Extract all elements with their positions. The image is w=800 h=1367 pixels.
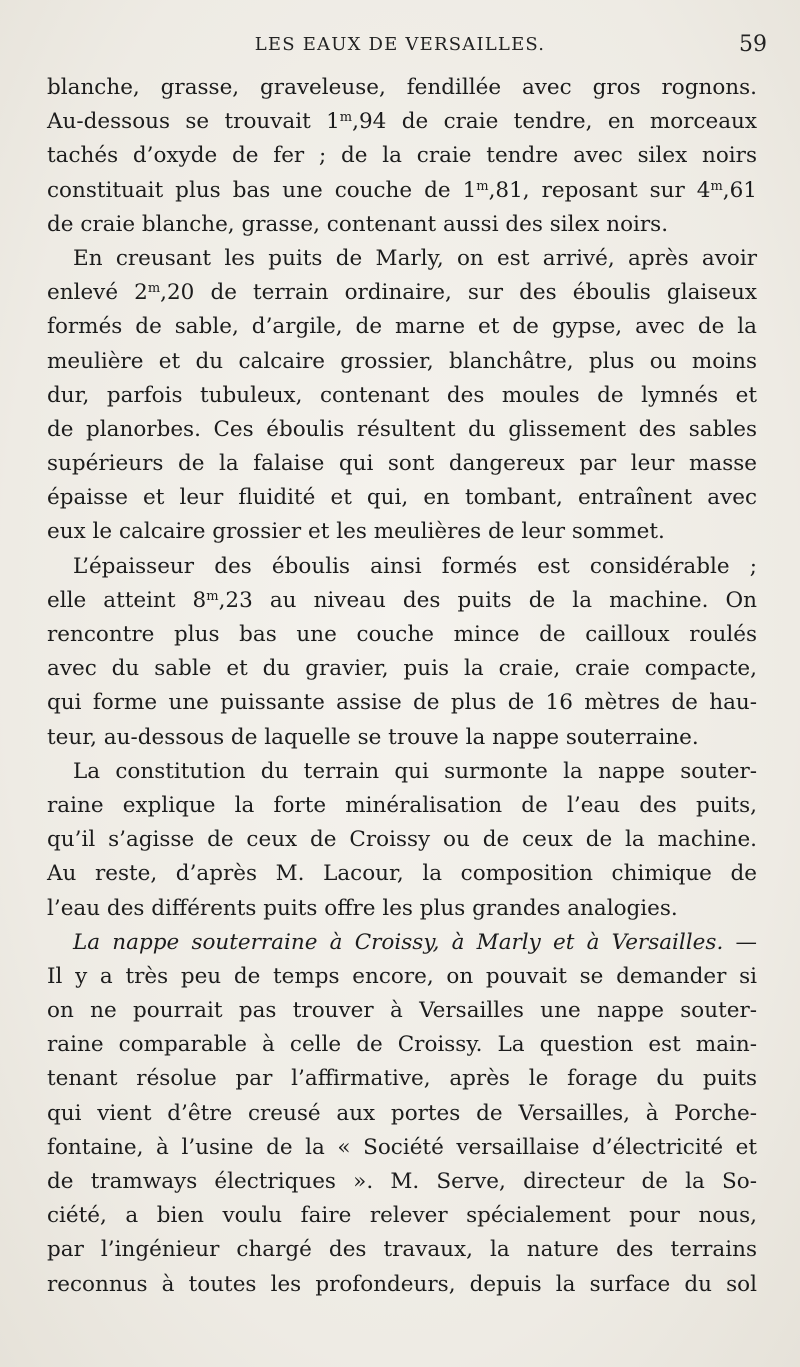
- text-segment: ,23 au niveau des puits de la machine. On: [218, 587, 758, 613]
- text-line: [47, 1199, 757, 1233]
- text-segment: blanche, grasse, graveleuse, fendillée avec gros rognons.: [47, 75, 757, 100]
- text-line: [47, 584, 757, 618]
- italic-heading: La nappe souterraine à Croissy, à Marly et à Versailles.: [73, 929, 724, 955]
- text-line: [47, 994, 757, 1028]
- text-segment: ,81, reposant sur 4: [488, 177, 711, 203]
- text-line: [47, 208, 757, 242]
- superscript: m: [710, 178, 723, 194]
- text-segment: eux le calcaire grossier et les meulières de leur sommet.: [47, 519, 665, 545]
- text-segment: qu’il s’agisse de ceux de Croissy ou de ceux de la machine.: [47, 827, 757, 853]
- text-segment: épaisse et leur fluidité et qui, en tombant, entraînent avec: [47, 485, 757, 511]
- text-line: [47, 618, 757, 652]
- text-line: [47, 139, 757, 173]
- text-segment: reconnus à toutes les profondeurs, depuis la surface du sol: [47, 1271, 757, 1297]
- text-segment: Au reste, d’après M. Lacour, la composition chimique de: [47, 861, 757, 887]
- text-segment: on ne pourrait pas trouver à Versailles une nappe souter-: [47, 998, 757, 1024]
- text-line: [47, 1165, 757, 1199]
- text-segment: avec du sable et du gravier, puis la craie, craie compacte,: [47, 656, 757, 682]
- text-segment: ,20 de terrain ordinaire, sur des éboulis glaiseux: [160, 280, 757, 306]
- text-line: [47, 960, 757, 994]
- text-segment: de tramways électriques ». M. Serve, directeur de la So-: [47, 1169, 757, 1194]
- text-line: [47, 892, 757, 926]
- text-line: [47, 550, 757, 584]
- text-line: [47, 755, 757, 789]
- text-line: [47, 447, 757, 481]
- text-segment: raine explique la forte minéralisation de l’eau des puits,: [47, 792, 757, 818]
- text-line: [47, 1268, 757, 1302]
- text-line: [47, 1097, 757, 1131]
- text-segment: Au-dessous se trouvait 1: [47, 109, 340, 135]
- text-line: [47, 379, 757, 413]
- text-line: [47, 1233, 757, 1267]
- text-line: [47, 789, 757, 823]
- text-line: [47, 413, 757, 447]
- text-line: [47, 652, 757, 686]
- text-segment: meulière et du calcaire grossier, blanchâtre, plus ou moins: [47, 348, 757, 374]
- text-segment: formés de sable, d’argile, de marne et de gypse, avec de la: [47, 314, 757, 340]
- text-line: [47, 276, 757, 310]
- text-segment: teur, au-dessous de laquelle se trouve la nappe souterraine.: [47, 724, 699, 750]
- text-line: [47, 242, 757, 276]
- text-segment: raine comparable à celle de Croissy. La question est main-: [47, 1032, 757, 1058]
- text-line: [47, 71, 757, 105]
- text-segment: constituait plus bas une couche de 1: [47, 177, 477, 203]
- text-line: [47, 721, 757, 755]
- text-segment: fontaine, à l’usine de la « Société versaillaise d’électricité et: [47, 1134, 757, 1160]
- text-segment: L’épaisseur des éboulis ainsi formés est considérable ;: [73, 553, 757, 579]
- running-head: LES EAUX DE VERSAILLES.: [254, 34, 546, 55]
- text-segment: de craie blanche, grasse, contenant aussi des silex noirs.: [47, 211, 669, 237]
- text-segment: tachés d’oxyde de fer ; de la craie tendre avec silex noirs: [47, 143, 757, 169]
- text-segment: La constitution du terrain qui surmonte la nappe souter-: [73, 758, 757, 784]
- text-segment: ciété, a bien voulu faire relever spécialement pour nous,: [47, 1203, 757, 1229]
- text-segment: ,94 de craie tendre, en morceaux: [352, 109, 757, 135]
- page-number: 59: [739, 32, 767, 57]
- text-segment: elle atteint 8: [47, 587, 207, 613]
- text-segment: ,61: [722, 177, 757, 203]
- superscript: m: [147, 281, 161, 297]
- text-segment: tenant résolue par l’affirmative, après le forage du puits: [47, 1066, 757, 1092]
- text-segment: supérieurs de la falaise qui sont dangereux par leur masse: [47, 451, 757, 477]
- text-segment: dur, parfois tubuleux, contenant des moules de lymnés et: [47, 382, 757, 408]
- text-segment: Il y a très peu de temps encore, on pouvait se demander si: [47, 963, 757, 989]
- text-segment: de planorbes. Ces éboulis résultent du glissement des sables: [47, 416, 757, 442]
- text-line: [47, 174, 757, 208]
- text-line: [47, 686, 757, 720]
- text-segment: rencontre plus bas une couche mince de cailloux roulés: [47, 622, 757, 647]
- superscript: m: [206, 588, 219, 604]
- text-segment: —: [723, 929, 757, 955]
- text-segment: enlevé 2: [47, 280, 148, 306]
- page-header: [0, 34, 800, 64]
- text-line: [47, 1062, 757, 1096]
- text-line: [47, 105, 757, 139]
- text-line: [47, 1131, 757, 1165]
- text-segment: qui forme une puissante assise de plus de 16 mètres de hau-: [47, 690, 757, 716]
- text-line: [47, 857, 757, 891]
- text-segment: par l’ingénieur chargé des travaux, la nature des terrains: [47, 1237, 757, 1263]
- text-line: [47, 1028, 757, 1062]
- text-line: [47, 345, 757, 379]
- text-segment: En creusant les puits de Marly, on est arrivé, après avoir: [73, 245, 757, 271]
- text-line: [47, 481, 757, 515]
- text-line: [47, 926, 757, 960]
- text-segment: l’eau des différents puits offre les plus grandes analogies.: [47, 895, 678, 921]
- text-line: [47, 823, 757, 857]
- superscript: m: [339, 110, 353, 126]
- superscript: m: [476, 178, 489, 194]
- text-line: [47, 515, 757, 549]
- text-line: [47, 310, 757, 344]
- text-segment: qui vient d’être creusé aux portes de Versailles, à Porche-: [47, 1100, 757, 1126]
- body-text: [47, 71, 757, 1302]
